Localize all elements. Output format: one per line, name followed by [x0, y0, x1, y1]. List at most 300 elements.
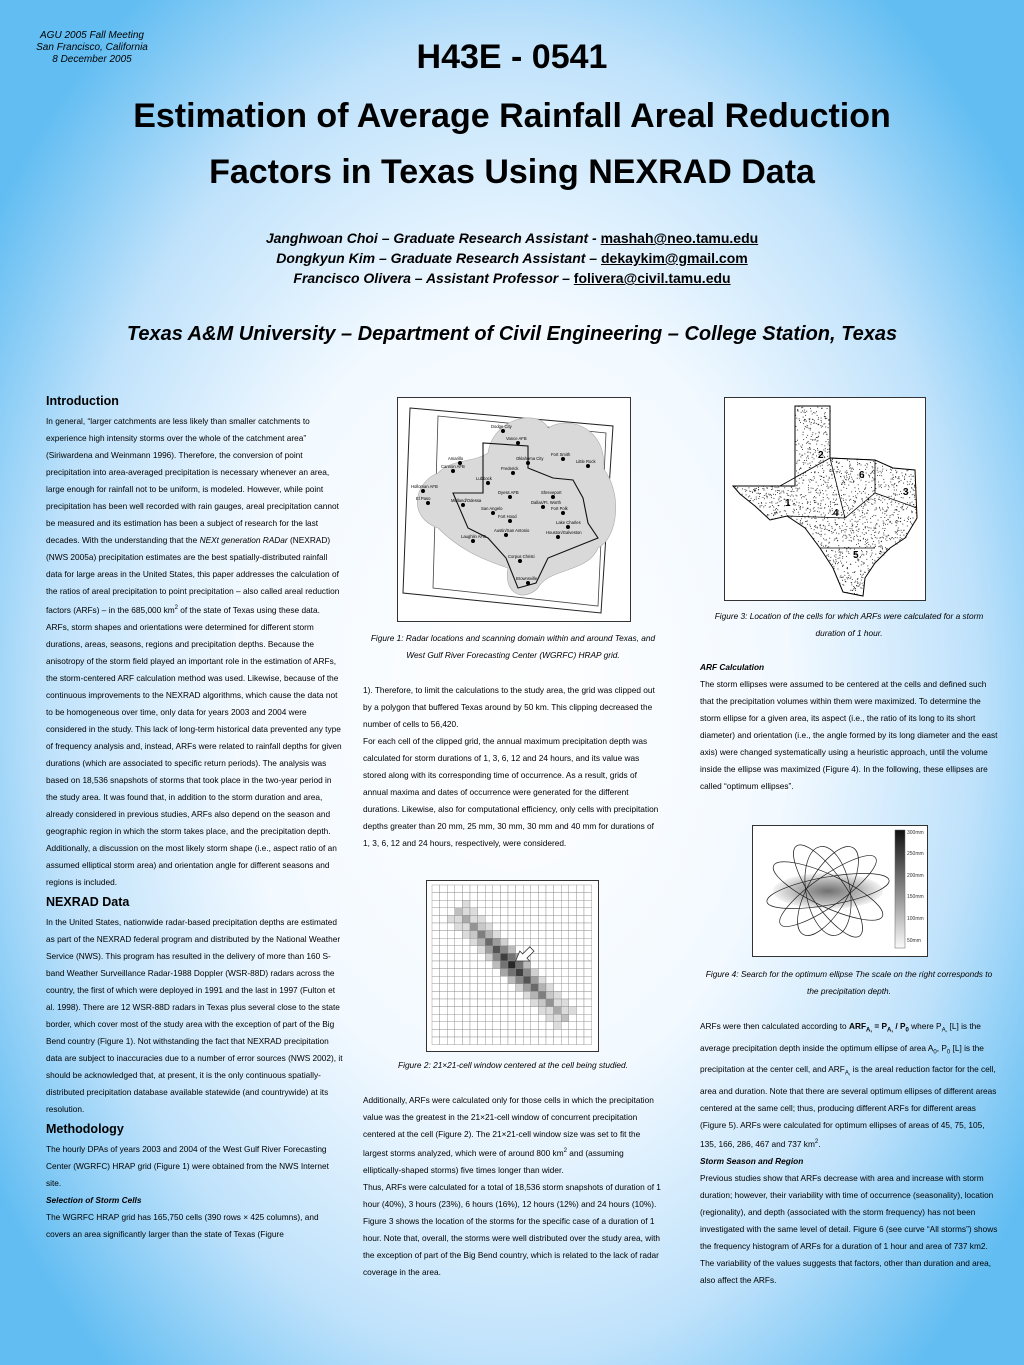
storm-cell-dot [803, 496, 804, 497]
grid-cell [440, 1014, 448, 1022]
storm-cell-dot [799, 478, 800, 479]
grid-cell [432, 953, 440, 961]
storm-cell-dot [823, 520, 824, 521]
storm-cell-dot [841, 512, 842, 513]
region-label: 6 [859, 470, 865, 481]
storm-cell-dot [849, 553, 850, 554]
grid-cell [569, 1022, 577, 1030]
storm-cell-dot [860, 583, 861, 584]
storm-cell-dot [766, 496, 767, 497]
scale-label: 50mm [907, 938, 921, 944]
storm-cell-dot [821, 514, 822, 515]
storm-cell-dot [811, 488, 812, 489]
grid-cell [584, 946, 592, 954]
grid-cell [576, 969, 584, 977]
radar-dot [541, 505, 545, 509]
storm-cell-dot [869, 475, 870, 476]
storm-cell-dot [891, 502, 892, 503]
storm-cell-dot [870, 462, 871, 463]
grid-cell [576, 961, 584, 969]
storm-cell-dot [825, 448, 826, 449]
storm-cell-dot [846, 470, 847, 471]
storm-cell-dot [824, 432, 825, 433]
storm-cell-dot [855, 590, 856, 591]
grid-cell [462, 976, 470, 984]
storm-cell-dot [866, 513, 867, 514]
storm-cell-dot [843, 494, 844, 495]
storm-cell-dot [815, 525, 816, 526]
storm-cell-dot [766, 495, 767, 496]
grid-cell [523, 976, 531, 984]
storm-cell-dot [821, 485, 822, 486]
grid-cell [516, 1007, 524, 1015]
grid-cell [485, 938, 493, 946]
grid-cell [538, 946, 546, 954]
grid-cell [500, 938, 508, 946]
storm-cell-dot [850, 521, 851, 522]
grid-cell [561, 961, 569, 969]
storm-cell-dot [857, 594, 858, 595]
radar-dot [518, 559, 522, 563]
storm-cell-dot [801, 412, 802, 413]
storm-cell-dot [862, 515, 863, 516]
storm-cell-dot [897, 534, 898, 535]
storm-cell-dot [849, 500, 850, 501]
grid-cell [447, 893, 455, 901]
storm-cell-dot [857, 464, 858, 465]
storm-cell-dot [806, 421, 807, 422]
storm-cell-dot [821, 418, 822, 419]
column-3-text-b [700, 1018, 998, 1289]
storm-cell-dot [891, 484, 892, 485]
grid-cell [531, 961, 539, 969]
storm-cell-dot [866, 467, 867, 468]
storm-cell-dot [813, 533, 814, 534]
storm-cell-dot [881, 484, 882, 485]
texas-cells-svg [725, 398, 925, 600]
storm-cell-dot [871, 487, 872, 488]
storm-cell-dot [772, 518, 773, 519]
storm-cell-dot [834, 502, 835, 503]
storm-cell-dot [825, 546, 826, 547]
grid-cell [531, 999, 539, 1007]
storm-cell-dot [855, 517, 856, 518]
grid-cell [478, 991, 486, 999]
storm-cell-dot [804, 412, 805, 413]
storm-cell-dot [865, 539, 866, 540]
storm-cell-dot [816, 489, 817, 490]
storm-cell-dot [915, 480, 916, 481]
storm-cell-dot [800, 508, 801, 509]
storm-cell-dot [888, 489, 889, 490]
storm-cell-dot [914, 486, 915, 487]
storm-cell-dot [746, 494, 747, 495]
storm-cell-dot [817, 528, 818, 529]
storm-cell-dot [880, 510, 881, 511]
storm-cell-dot [867, 542, 868, 543]
storm-cell-dot [856, 526, 857, 527]
storm-cell-dot [771, 501, 772, 502]
storm-cell-dot [835, 557, 836, 558]
storm-cell-dot [907, 521, 908, 522]
storm-cell-dot [815, 450, 816, 451]
storm-cell-dot [882, 537, 883, 538]
storm-cell-dot [895, 494, 896, 495]
storm-cell-dot [824, 516, 825, 517]
grid-cell [462, 953, 470, 961]
figure-1-caption: Figure 1: Radar locations and scanning domain within and around Texas, and West Gulf River Forecasting Center (WGRFC) HRAP grid. [370, 633, 656, 660]
storm-cell-dot [858, 586, 859, 587]
storm-cell-dot [900, 537, 901, 538]
storm-cell-dot [829, 445, 830, 446]
storm-cell-dot [840, 552, 841, 553]
grid-cell [432, 908, 440, 916]
storm-cell-dot [846, 562, 847, 563]
grid-cell [440, 953, 448, 961]
storm-cell-dot [908, 519, 909, 520]
storm-cell-dot [823, 525, 824, 526]
storm-cell-dot [868, 570, 869, 571]
storm-cell-dot [793, 511, 794, 512]
storm-cell-dot [798, 505, 799, 506]
grid-cell [485, 893, 493, 901]
storm-cell-dot [859, 463, 860, 464]
storm-cell-dot [796, 495, 797, 496]
grid-cell [500, 999, 508, 1007]
storm-cell-dot [833, 561, 834, 562]
storm-cell-dot [891, 504, 892, 505]
storm-cell-dot [914, 497, 915, 498]
storm-cell-dot [749, 491, 750, 492]
storm-cell-dot [815, 439, 816, 440]
storm-cell-dot [835, 559, 836, 560]
grid-cell [516, 915, 524, 923]
storm-cell-dot [863, 491, 864, 492]
grid-cell [538, 893, 546, 901]
storm-cell-dot [841, 577, 842, 578]
storm-cell-dot [753, 500, 754, 501]
storm-cell-dot [872, 516, 873, 517]
storm-cell-dot [829, 451, 830, 452]
storm-cell-dot [829, 449, 830, 450]
storm-cell-dot [814, 526, 815, 527]
grid-cell [516, 999, 524, 1007]
storm-cell-dot [910, 491, 911, 492]
storm-cell-dot [803, 475, 804, 476]
grid-cell [478, 915, 486, 923]
storm-cell-dot [897, 537, 898, 538]
storm-cell-dot [843, 487, 844, 488]
storm-cell-dot [863, 508, 864, 509]
storm-cell-dot [880, 554, 881, 555]
grid-cell [462, 999, 470, 1007]
storm-cell-dot [863, 506, 864, 507]
storm-cell-dot [868, 475, 869, 476]
storm-cell-dot [776, 511, 777, 512]
storm-cell-dot [852, 508, 853, 509]
storm-cell-dot [807, 524, 808, 525]
grid-cell [462, 923, 470, 931]
storm-cell-dot [841, 563, 842, 564]
grid-cell [569, 915, 577, 923]
storm-cell-dot [873, 530, 874, 531]
radar-dot [511, 471, 515, 475]
grid-cell [493, 953, 501, 961]
storm-cell-dot [860, 587, 861, 588]
storm-cell-dot [799, 454, 800, 455]
grid-cell [455, 923, 463, 931]
storm-cell-dot [860, 574, 861, 575]
storm-cell-dot [778, 505, 779, 506]
grid-cell [561, 893, 569, 901]
grid-cell [500, 923, 508, 931]
storm-cell-dot [846, 556, 847, 557]
storm-cell-dot [850, 481, 851, 482]
storm-cell-dot [863, 555, 864, 556]
storm-cell-dot [828, 525, 829, 526]
storm-cell-dot [836, 533, 837, 534]
grid-cell [523, 923, 531, 931]
storm-cell-dot [828, 419, 829, 420]
grid-cell [485, 923, 493, 931]
grid-cell [500, 984, 508, 992]
storm-cell-dot [800, 507, 801, 508]
storm-cell-dot [896, 471, 897, 472]
storm-cell-dot [823, 470, 824, 471]
storm-cell-dot [796, 426, 797, 427]
grid-cell [546, 1014, 554, 1022]
grid-cell [432, 1029, 440, 1037]
storm-cell-dot [898, 521, 899, 522]
grid-cell [493, 900, 501, 908]
storm-cell-dot [831, 531, 832, 532]
storm-cell-dot [816, 455, 817, 456]
storm-cell-dot [914, 490, 915, 491]
radar-dot [516, 441, 520, 445]
storm-cell-dot [894, 483, 895, 484]
storm-cell-dot [818, 437, 819, 438]
storm-cell-dot [787, 493, 788, 494]
storm-cell-dot [853, 500, 854, 501]
grid-cell [508, 923, 516, 931]
poster-code: H43E - 0541 [416, 38, 608, 76]
storm-cell-dot [893, 538, 894, 539]
storm-cell-dot [862, 498, 863, 499]
grid-cell [546, 1037, 554, 1045]
grid-cell [576, 885, 584, 893]
storm-cell-dot [825, 504, 826, 505]
grid-cell [470, 1037, 478, 1045]
grid-cell [538, 1022, 546, 1030]
author-email-link[interactable]: dekaykim@gmail.com [600, 250, 748, 266]
storm-cell-dot [880, 500, 881, 501]
scale-label: 250mm [907, 851, 924, 857]
radar-city-label: Shreveport [541, 490, 562, 495]
region-label: 3 [903, 487, 909, 498]
grid-cell [516, 1037, 524, 1045]
grid-cell [447, 1037, 455, 1045]
storm-cell-dot [826, 539, 827, 540]
storm-cell-dot [814, 529, 815, 530]
storm-cell-dot [809, 449, 810, 450]
storm-cell-dot [882, 498, 883, 499]
grid-cell [462, 1029, 470, 1037]
storm-cell-dot [820, 475, 821, 476]
grid-cell [440, 984, 448, 992]
author-email-link[interactable]: mashah@neo.tamu.edu [600, 230, 759, 246]
storm-cell-dot [894, 487, 895, 488]
storm-cell-dot [855, 527, 856, 528]
grid-cell [440, 1007, 448, 1015]
storm-cell-dot [809, 443, 810, 444]
storm-cell-dot [814, 500, 815, 501]
storm-cell-dot [761, 503, 762, 504]
storm-cell-dot [830, 506, 831, 507]
grid-cell [447, 961, 455, 969]
storm-cell-dot [848, 573, 849, 574]
grid-cell [576, 1029, 584, 1037]
storm-cell-dot [894, 484, 895, 485]
storm-cell-dot [852, 523, 853, 524]
storm-cell-dot [791, 494, 792, 495]
storm-cell-dot [775, 518, 776, 519]
storm-cell-dot [892, 514, 893, 515]
storm-cell-dot [807, 435, 808, 436]
grid-cell [432, 931, 440, 939]
grid-cell [538, 969, 546, 977]
storm-cell-dot [906, 537, 907, 538]
author-email-link[interactable]: folivera@civil.tamu.edu [573, 270, 731, 286]
storm-cell-dot [890, 481, 891, 482]
storm-cell-dot [775, 509, 776, 510]
grid-cell [462, 931, 470, 939]
storm-cell-dot [845, 531, 846, 532]
storm-cell-dot [853, 496, 854, 497]
grid-cell [447, 946, 455, 954]
grid-cell [523, 893, 531, 901]
storm-cell-dot [854, 481, 855, 482]
storm-cell-dot [886, 540, 887, 541]
grid-cell [531, 938, 539, 946]
grid-cell [546, 915, 554, 923]
storm-cell-dot [908, 516, 909, 517]
storm-cell-dot [842, 577, 843, 578]
grid-cell [447, 885, 455, 893]
grid-cell [493, 1007, 501, 1015]
storm-cell-dot [811, 472, 812, 473]
grid-cell [569, 969, 577, 977]
storm-cell-dot [824, 445, 825, 446]
storm-cell-dot [830, 557, 831, 558]
storm-cell-dot [895, 502, 896, 503]
storm-cell-dot [827, 555, 828, 556]
storm-cell-dot [851, 540, 852, 541]
storm-cell-dot [841, 515, 842, 516]
storm-cell-dot [828, 420, 829, 421]
storm-cell-dot [793, 504, 794, 505]
grid-cell [561, 1022, 569, 1030]
storm-cell-dot [853, 530, 854, 531]
storm-cell-dot [865, 544, 866, 545]
storm-cell-dot [852, 479, 853, 480]
storm-cell-dot [841, 530, 842, 531]
grid-cell [455, 1014, 463, 1022]
storm-cell-dot [826, 418, 827, 419]
storm-cell-dot [901, 497, 902, 498]
storm-cell-dot [767, 514, 768, 515]
storm-cell-dot [853, 469, 854, 470]
storm-cell-dot [882, 502, 883, 503]
storm-cell-dot [875, 515, 876, 516]
storm-cell-dot [737, 488, 738, 489]
grid-cell [546, 991, 554, 999]
authors [60, 228, 964, 288]
grid-cell [470, 953, 478, 961]
storm-cell-dot [885, 486, 886, 487]
grid-cell [485, 1029, 493, 1037]
storm-cell-dot [829, 523, 830, 524]
storm-cell-dot [820, 493, 821, 494]
storm-cell-dot [805, 475, 806, 476]
storm-cell-dot [756, 488, 757, 489]
grid-cell [462, 946, 470, 954]
storm-cell-dot [801, 407, 802, 408]
storm-cell-dot [874, 478, 875, 479]
storm-cell-dot [866, 543, 867, 544]
storm-cell-dot [913, 504, 914, 505]
storm-cell-dot [758, 498, 759, 499]
storm-cell-dot [911, 479, 912, 480]
storm-cell-dot [800, 509, 801, 510]
grid-cell [546, 938, 554, 946]
storm-cell-dot [907, 507, 908, 508]
storm-cell-dot [827, 518, 828, 519]
storm-cell-dot [886, 520, 887, 521]
storm-cell-dot [843, 541, 844, 542]
grid-cell [455, 946, 463, 954]
storm-cell-dot [814, 472, 815, 473]
grid-cell [455, 908, 463, 916]
storm-cell-dot [896, 485, 897, 486]
storm-cell-dot [872, 544, 873, 545]
storm-cell-dot [830, 471, 831, 472]
storm-cell-dot [818, 504, 819, 505]
storm-cell-dot [848, 474, 849, 475]
storm-cell-dot [825, 412, 826, 413]
storm-cell-dot [827, 449, 828, 450]
storm-cell-dot [895, 532, 896, 533]
storm-cell-dot [860, 556, 861, 557]
storm-cell-dot [820, 461, 821, 462]
storm-cell-dot [846, 537, 847, 538]
grid-cell [470, 961, 478, 969]
grid-cell [455, 885, 463, 893]
grid-cell [538, 1014, 546, 1022]
grid-cell [569, 900, 577, 908]
grid-cell [508, 908, 516, 916]
grid-cell [554, 915, 562, 923]
storm-cell-dot [839, 557, 840, 558]
grid-cell [516, 923, 524, 931]
grid-cell [500, 953, 508, 961]
storm-cell-dot [910, 518, 911, 519]
storm-cell-dot [847, 477, 848, 478]
storm-cell-dot [856, 585, 857, 586]
radar-city-label: El Paso [416, 496, 431, 501]
storm-cell-dot [903, 535, 904, 536]
storm-cell-dot [886, 511, 887, 512]
grid-cell [554, 893, 562, 901]
